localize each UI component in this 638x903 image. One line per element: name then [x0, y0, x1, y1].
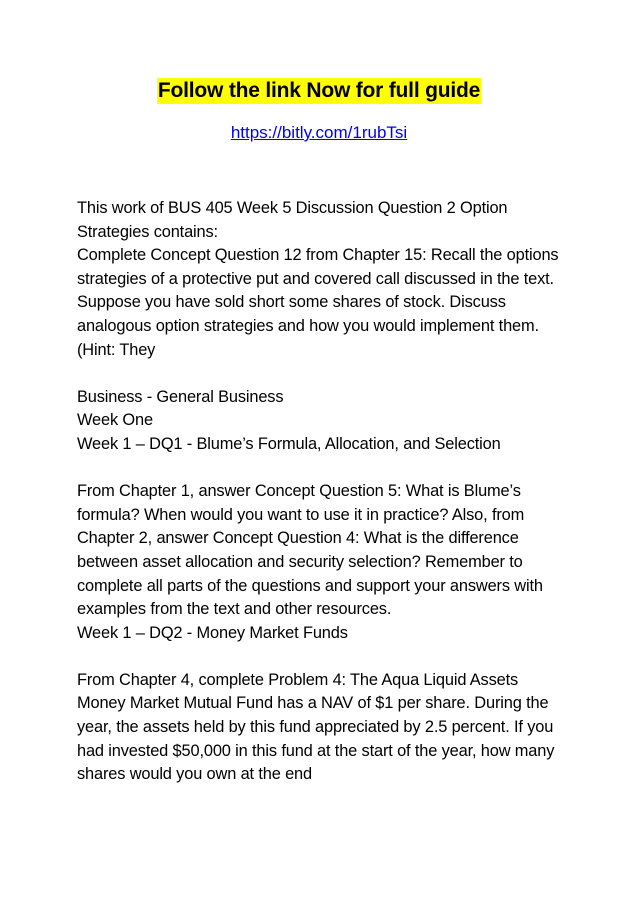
document-body — [77, 197, 567, 787]
paragraph-gap — [77, 457, 567, 481]
dq2-paragraph: From Chapter 4, complete Problem 4: The Aqua Liquid Assets Money Market Mutual Fund has a NAV of $1 per share. During the year, the assets held by this fund appreciated by 2.5 percent. If you had invested $50,000 in this fund at the start of the year, how many shares would you own at the end — [77, 670, 555, 784]
category-line: Business - General Business — [77, 387, 284, 406]
dq1-heading: Week 1 – DQ1 - Blume’s Formula, Allocation, and Selection — [77, 434, 501, 453]
intro-line-1: This work of BUS 405 Week 5 Discussion Question 2 Option Strategies contains: — [77, 199, 508, 241]
intro-line-2: Complete Concept Question 12 from Chapter 15: Recall the options strategies of a protective put and covered call discussed in the text. Suppose you have sold short some shares of stock. Discuss analogous option strategies and how you would implement them. (Hint: They — [77, 246, 559, 359]
week-heading: Week One — [77, 411, 153, 430]
paragraph-gap — [77, 645, 567, 669]
paragraph-gap — [77, 362, 567, 386]
header-link-row — [0, 122, 638, 144]
dq1-paragraph: From Chapter 1, answer Concept Question 5: What is Blume’s formula? When would you want to use it in practice? Also, from Chapter 2, answer Concept Question 4: What is the difference between asset allocation and security selection? Remember to complete all parts of the questions and support your answers with examples from the text and other resources. — [77, 482, 543, 619]
highlighted-title: Follow the link Now for full guide — [157, 79, 481, 102]
dq2-heading: Week 1 – DQ2 - Money Market Funds — [77, 623, 348, 642]
guide-link[interactable]: https://bitly.com/1rubTsi — [230, 123, 408, 142]
header — [0, 78, 638, 104]
